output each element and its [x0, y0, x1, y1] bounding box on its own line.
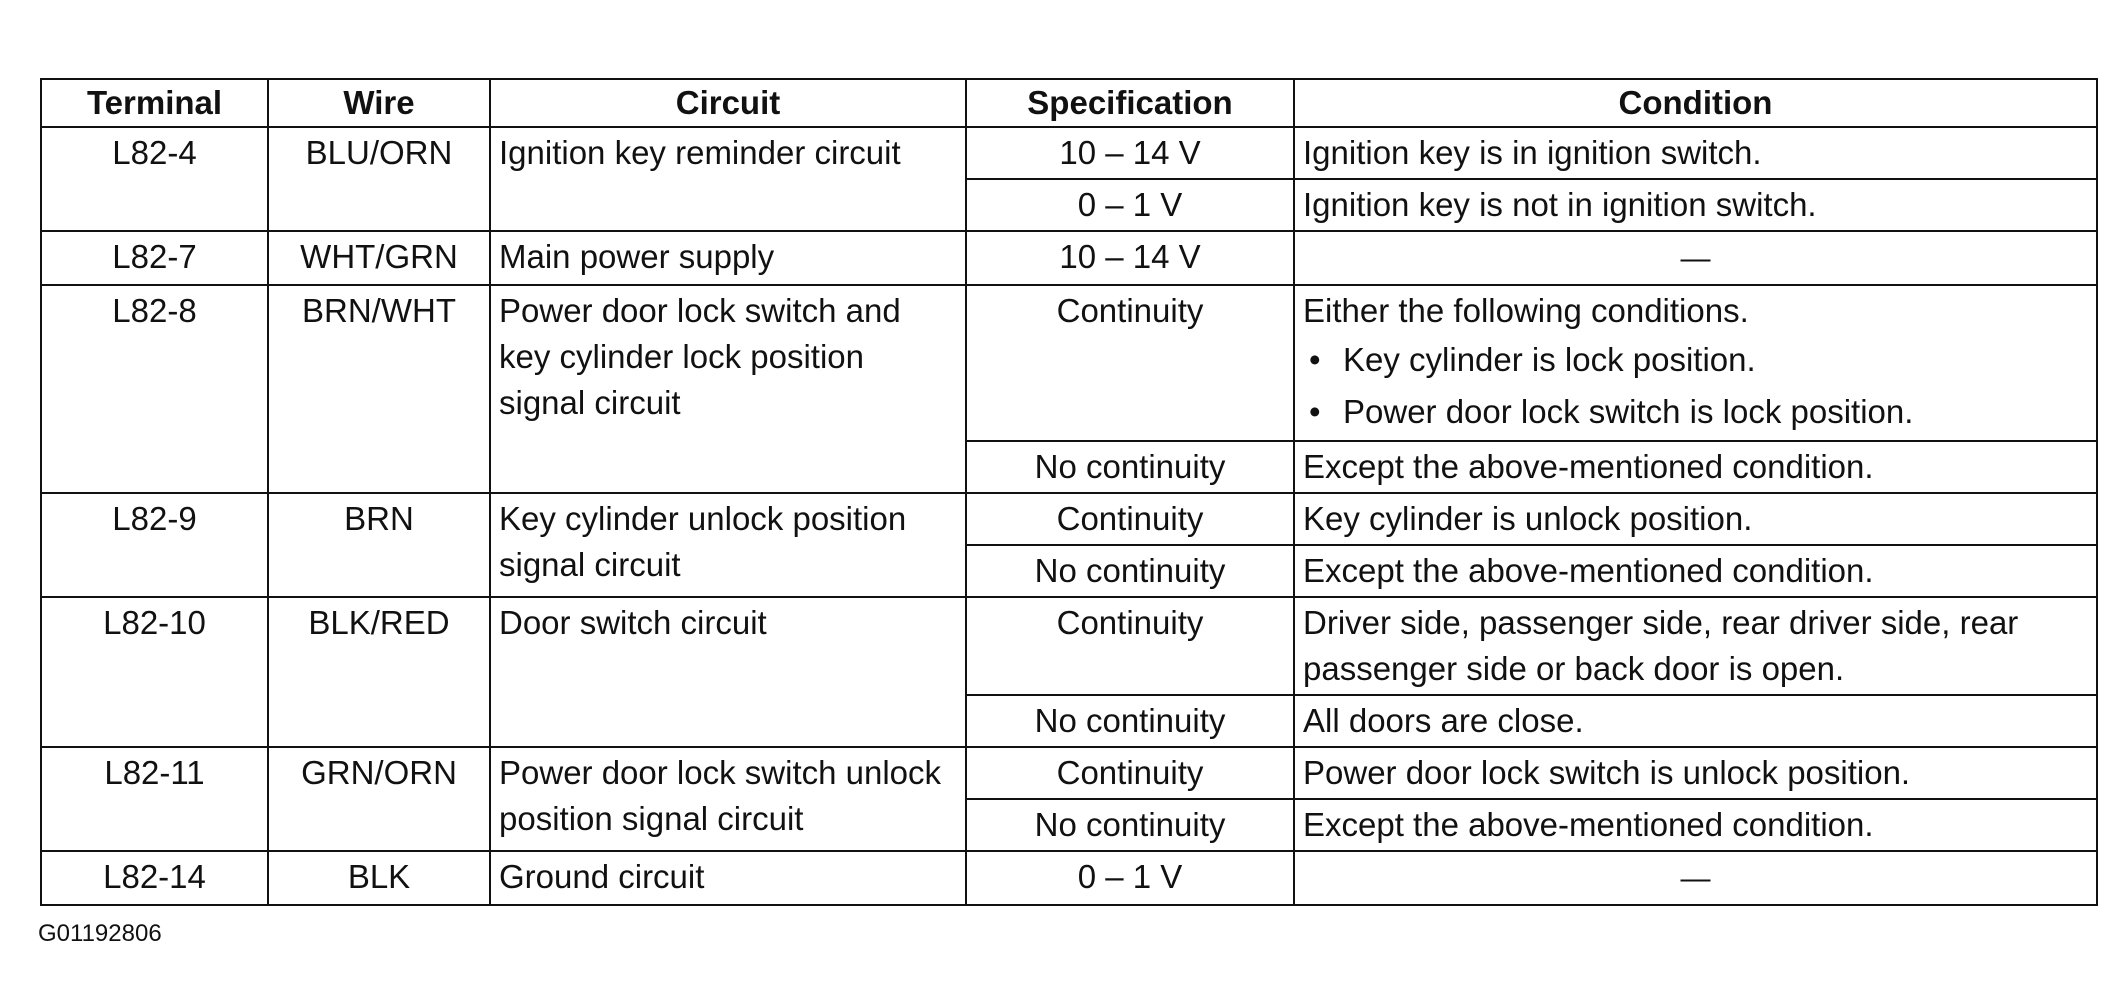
condition-cell: Driver side, passenger side, rear driver side, rear passenger side or back door is open.	[1294, 597, 2097, 695]
spec-cell: No continuity	[966, 441, 1294, 493]
table-row	[41, 127, 2097, 179]
terminal-cell: L82-11	[41, 747, 268, 851]
figure-id: G01192806	[38, 920, 162, 947]
condition-cell: Except the above-mentioned condition.	[1294, 441, 2097, 493]
bullet-text: Key cylinder is lock position.	[1343, 341, 1756, 378]
table-row	[41, 747, 2097, 799]
terminal-cell: L82-4	[41, 127, 268, 231]
list-item	[1303, 334, 2088, 386]
wire-cell: GRN/ORN	[268, 747, 490, 851]
condition-cell: Except the above-mentioned condition.	[1294, 545, 2097, 597]
header-circuit: Circuit	[490, 79, 966, 127]
dash-mark: —	[1680, 862, 1711, 895]
circuit-cell: Door switch circuit	[490, 597, 966, 747]
spec-cell: Continuity	[966, 597, 1294, 695]
spec-cell: 0 – 1 V	[966, 851, 1294, 905]
header-terminal: Terminal	[41, 79, 268, 127]
table-row	[41, 493, 2097, 545]
circuit-cell: Ignition key reminder circuit	[490, 127, 966, 231]
wire-cell: BLK/RED	[268, 597, 490, 747]
circuit-cell: Key cylinder unlock position signal circuit	[490, 493, 966, 597]
condition-cell	[1294, 851, 2097, 905]
circuit-cell: Ground circuit	[490, 851, 966, 905]
terminal-cell: L82-9	[41, 493, 268, 597]
bullet-icon: •	[1309, 393, 1321, 430]
terminal-cell: L82-8	[41, 285, 268, 493]
wire-cell: BLK	[268, 851, 490, 905]
spec-cell: 10 – 14 V	[966, 231, 1294, 285]
spec-cell: No continuity	[966, 799, 1294, 851]
terminal-cell: L82-10	[41, 597, 268, 747]
terminal-cell: L82-7	[41, 231, 268, 285]
list-item	[1303, 386, 2088, 438]
table-header-row	[41, 79, 2097, 127]
wire-cell: BRN/WHT	[268, 285, 490, 493]
terminal-spec-table	[40, 78, 2098, 906]
condition-cell: Ignition key is not in ignition switch.	[1294, 179, 2097, 231]
spec-cell: Continuity	[966, 285, 1294, 441]
table-row	[41, 285, 2097, 441]
spec-cell: Continuity	[966, 493, 1294, 545]
dash-mark: —	[1680, 242, 1711, 275]
spec-cell: No continuity	[966, 545, 1294, 597]
condition-intro: Either the following conditions.	[1303, 292, 1749, 329]
header-condition: Condition	[1294, 79, 2097, 127]
condition-cell	[1294, 285, 2097, 441]
circuit-cell: Power door lock switch and key cylinder lock position signal circuit	[490, 285, 966, 493]
table-row	[41, 231, 2097, 285]
wire-cell: BLU/ORN	[268, 127, 490, 231]
bullet-icon: •	[1309, 341, 1321, 378]
spec-cell: No continuity	[966, 695, 1294, 747]
circuit-cell: Main power supply	[490, 231, 966, 285]
condition-cell	[1294, 231, 2097, 285]
bullet-text: Power door lock switch is lock position.	[1343, 393, 1914, 430]
wire-cell: BRN	[268, 493, 490, 597]
condition-cell: Except the above-mentioned condition.	[1294, 799, 2097, 851]
condition-cell: Key cylinder is unlock position.	[1294, 493, 2097, 545]
condition-cell: Power door lock switch is unlock position.	[1294, 747, 2097, 799]
condition-cell: All doors are close.	[1294, 695, 2097, 747]
terminal-cell: L82-14	[41, 851, 268, 905]
spec-cell: Continuity	[966, 747, 1294, 799]
table-row	[41, 851, 2097, 905]
spec-cell: 0 – 1 V	[966, 179, 1294, 231]
wire-cell: WHT/GRN	[268, 231, 490, 285]
condition-bullet-list	[1303, 334, 2088, 438]
header-specification: Specification	[966, 79, 1294, 127]
circuit-cell: Power door lock switch unlock position signal circuit	[490, 747, 966, 851]
condition-cell: Ignition key is in ignition switch.	[1294, 127, 2097, 179]
spec-cell: 10 – 14 V	[966, 127, 1294, 179]
header-wire: Wire	[268, 79, 490, 127]
table-row	[41, 597, 2097, 695]
